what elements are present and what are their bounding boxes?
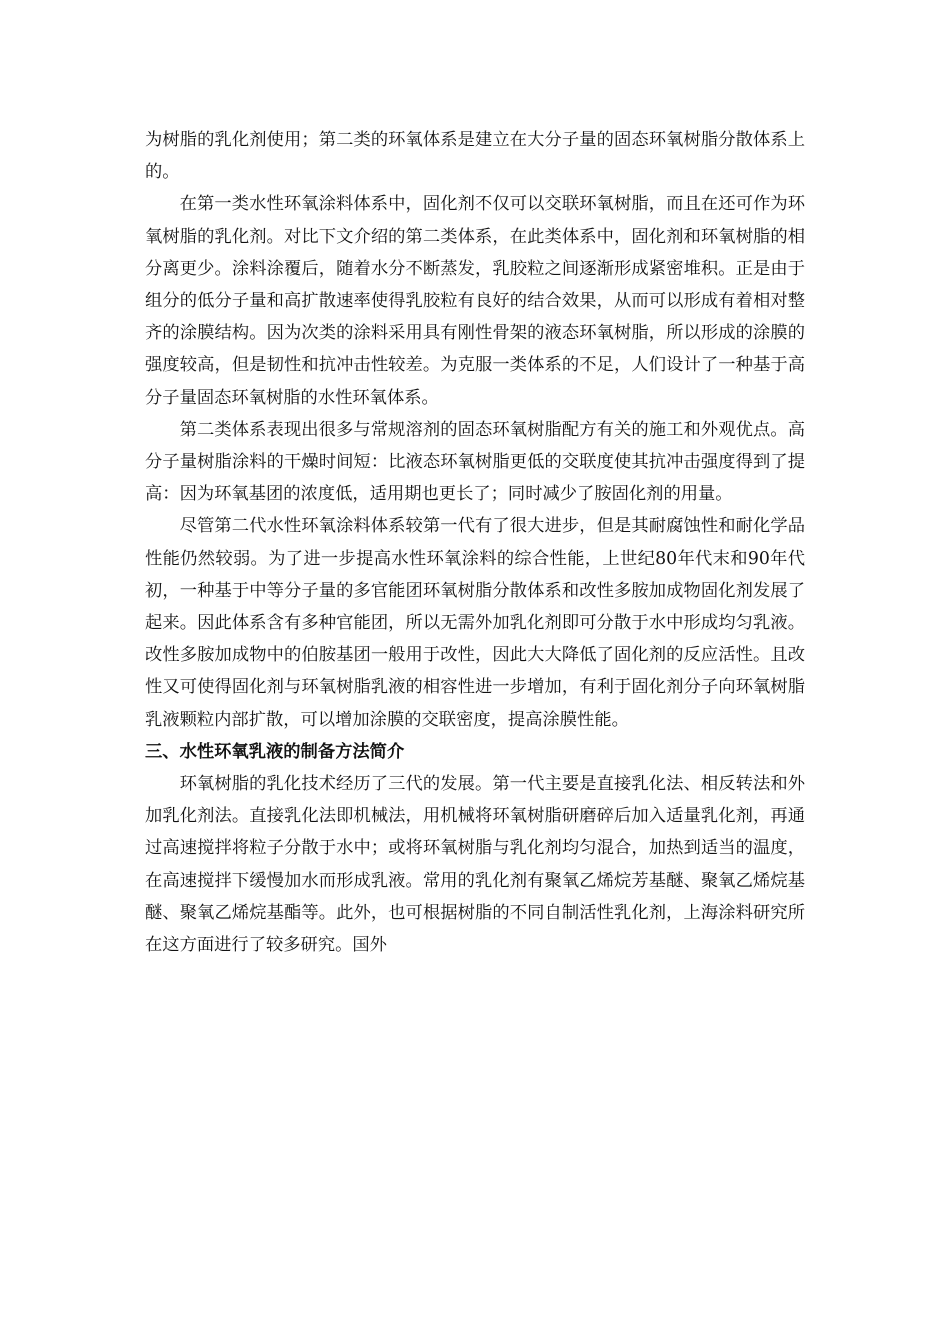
paragraph-emulsification-methods: 环氧树脂的乳化技术经历了三代的发展。第一代主要是直接乳化法、相反转法和外加乳化剂法。直接乳化法即机械法，用机械将环氧树脂研磨碎后加入适量乳化剂，再通过高速搅拌将粒子分散于水中；或将环氧树脂与乳化剂均匀混合，加热到适当的温度，在高速搅拌下缓慢加水而形成乳液。常用的乳化剂有聚氧乙烯烷芳基醚、聚氧乙烯烷基醚、聚氧乙烯烷基酯等。此外，也可根据树脂的不同自制活性乳化剂，上海涂料研究所在这方面进行了较多研究。国外 — [145, 774, 805, 956]
paragraph-third-generation-system: 尽管第二代水性环氧涂料体系较第一代有了很大进步，但是其耐腐蚀性和耐化学品性能仍然较弱。为了进一步提高水性环氧涂料的综合性能，上世纪80年代末和90年代初，一种基于中等分子量的多官能团环氧树脂分散体系和改性多胺加成物固化剂发展了起来。因此体系含有多种官能团，所以无需外加乳化剂即可分散于水中形成均匀乳液。改性多胺加成物中的伯胺基团一般用于改性，因此大大降低了固化剂的反应活性。且改性又可使得固化剂与环氧树脂乳液的相容性进一步增加，有利于固化剂分子向环氧树脂乳液颗粒内部扩散，可以增加涂膜的交联密度，提高涂膜性能。 — [145, 516, 805, 730]
document-page — [145, 124, 805, 961]
paragraph-continuation: 为树脂的乳化剂使用；第二类的环氧体系是建立在大分子量的固态环氧树脂分散体系上的。 — [145, 130, 805, 183]
section-heading: 三、水性环氧乳液的制备方法简介 — [145, 741, 405, 762]
paragraph-second-class-system: 第二类体系表现出很多与常规溶剂的固态环氧树脂配方有关的施工和外观优点。高分子量树脂涂料的干燥时间短：比液态环氧树脂更低的交联度使其抗冲击强度得到了提高：因为环氧基团的浓度低，适用期也更长了；同时减少了胺固化剂的用量。 — [145, 419, 805, 505]
paragraph-first-class-system: 在第一类水性环氧涂料体系中，固化剂不仅可以交联环氧树脂，而且在还可作为环氧树脂的乳化剂。对比下文介绍的第二类体系，在此类体系中，固化剂和环氧树脂的相分离更少。涂料涂覆后，随着水分不断蒸发，乳胶粒之间逐渐形成紧密堆积。正是由于组分的低分子量和高扩散速率使得乳胶粒有良好的结合效果，从而可以形成有着相对整齐的涂膜结构。因为次类的涂料采用具有刚性骨架的液态环氧树脂，所以形成的涂膜的强度较高，但是韧性和抗冲击性较差。为克服一类体系的不足，人们设计了一种基于高分子量固态环氧树脂的水性环氧体系。 — [145, 194, 805, 408]
